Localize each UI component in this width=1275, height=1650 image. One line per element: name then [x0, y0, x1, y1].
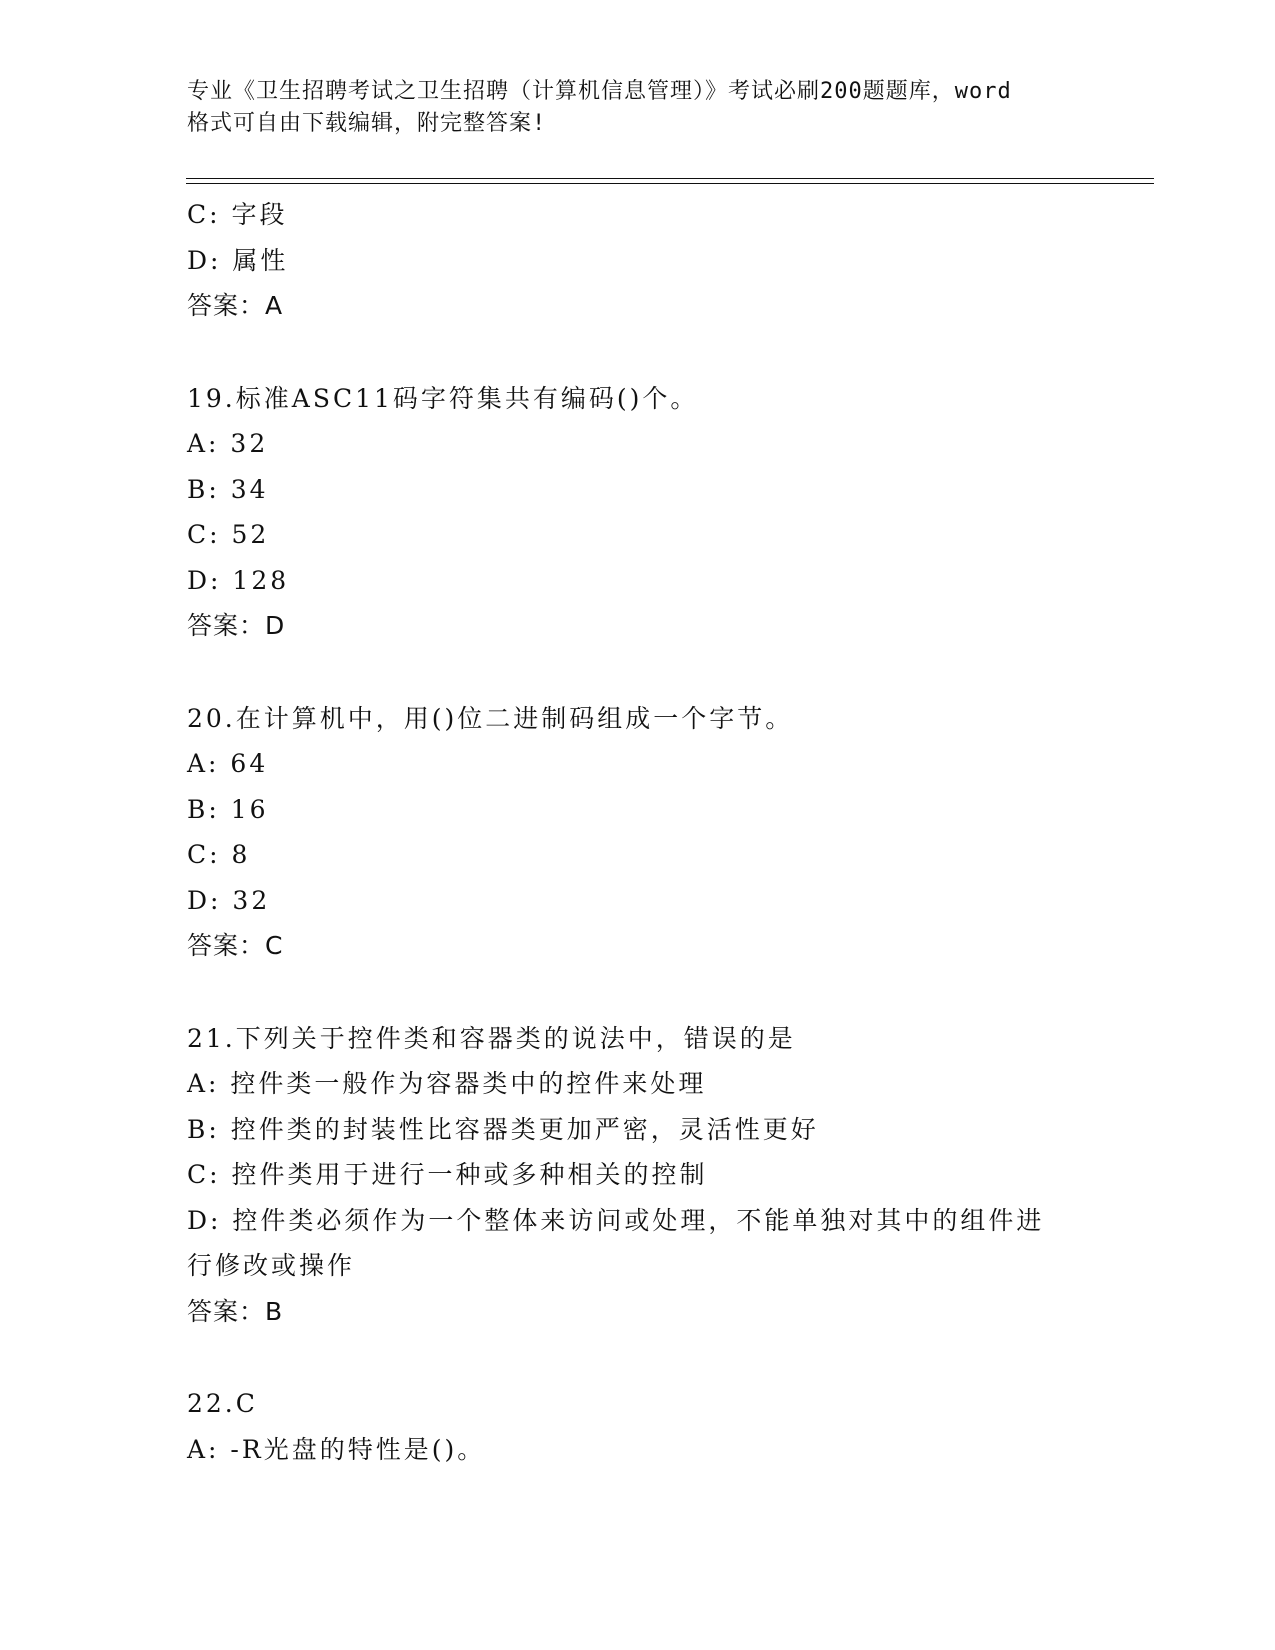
block-spacer: [187, 329, 1087, 376]
block-spacer: [187, 649, 1087, 696]
header-line-2: 格式可自由下载编辑，附完整答案!: [187, 111, 547, 136]
header-rule-bottom: [186, 183, 1154, 184]
option-line: A: 控件类一般作为容器类中的控件来处理: [187, 1069, 707, 1098]
question-block: [187, 1381, 1087, 1472]
question-stem: 22.C: [187, 1389, 258, 1418]
question-list: [187, 192, 1087, 1472]
option-line: C: 8: [187, 840, 251, 869]
answer-line: 答案：D: [187, 611, 286, 640]
block-spacer: [187, 969, 1087, 1016]
answer-line: 答案：B: [187, 1296, 284, 1326]
question-block: [187, 192, 1087, 329]
block-spacer: [187, 1334, 1087, 1381]
option-line-continued: 行修改或操作: [187, 1251, 356, 1280]
header-line-1: 专业《卫生招聘考试之卫生招聘（计算机信息管理）》考试必刷200题题库，word: [187, 79, 1012, 104]
question-stem: 21.下列关于控件类和容器类的说法中，错误的是: [187, 1023, 796, 1053]
option-line: C: 52: [187, 520, 270, 549]
question-stem: 19.标准ASC11码字符集共有编码()个。: [187, 383, 699, 413]
option-line: D: 属性: [187, 245, 289, 275]
option-line: D: 控件类必须作为一个整体来访问或处理，不能单独对其中的组件进: [187, 1205, 1045, 1235]
question-block: [187, 1016, 1087, 1335]
option-line: C: 控件类用于进行一种或多种相关的控制: [187, 1160, 708, 1189]
answer-line: 答案：A: [187, 291, 284, 320]
question-stem: 20.在计算机中，用()位二进制码组成一个字节。: [187, 703, 794, 733]
document-header: [187, 76, 1087, 140]
header-rule-top: [186, 178, 1154, 179]
option-line: D: 128: [187, 565, 290, 595]
option-line: C: 字段: [187, 200, 288, 229]
option-line: B: 16: [187, 794, 269, 824]
option-line: A: 32: [187, 429, 269, 458]
option-line: B: 34: [187, 474, 269, 504]
option-line: B: 控件类的封装性比容器类更加严密，灵活性更好: [187, 1114, 819, 1144]
option-line: D: 32: [187, 885, 271, 915]
answer-line: 答案：C: [187, 931, 284, 960]
option-line: A: 64: [187, 749, 269, 778]
option-line: A: -R光盘的特性是()。: [187, 1434, 486, 1464]
question-block: [187, 696, 1087, 969]
question-block: [187, 376, 1087, 649]
